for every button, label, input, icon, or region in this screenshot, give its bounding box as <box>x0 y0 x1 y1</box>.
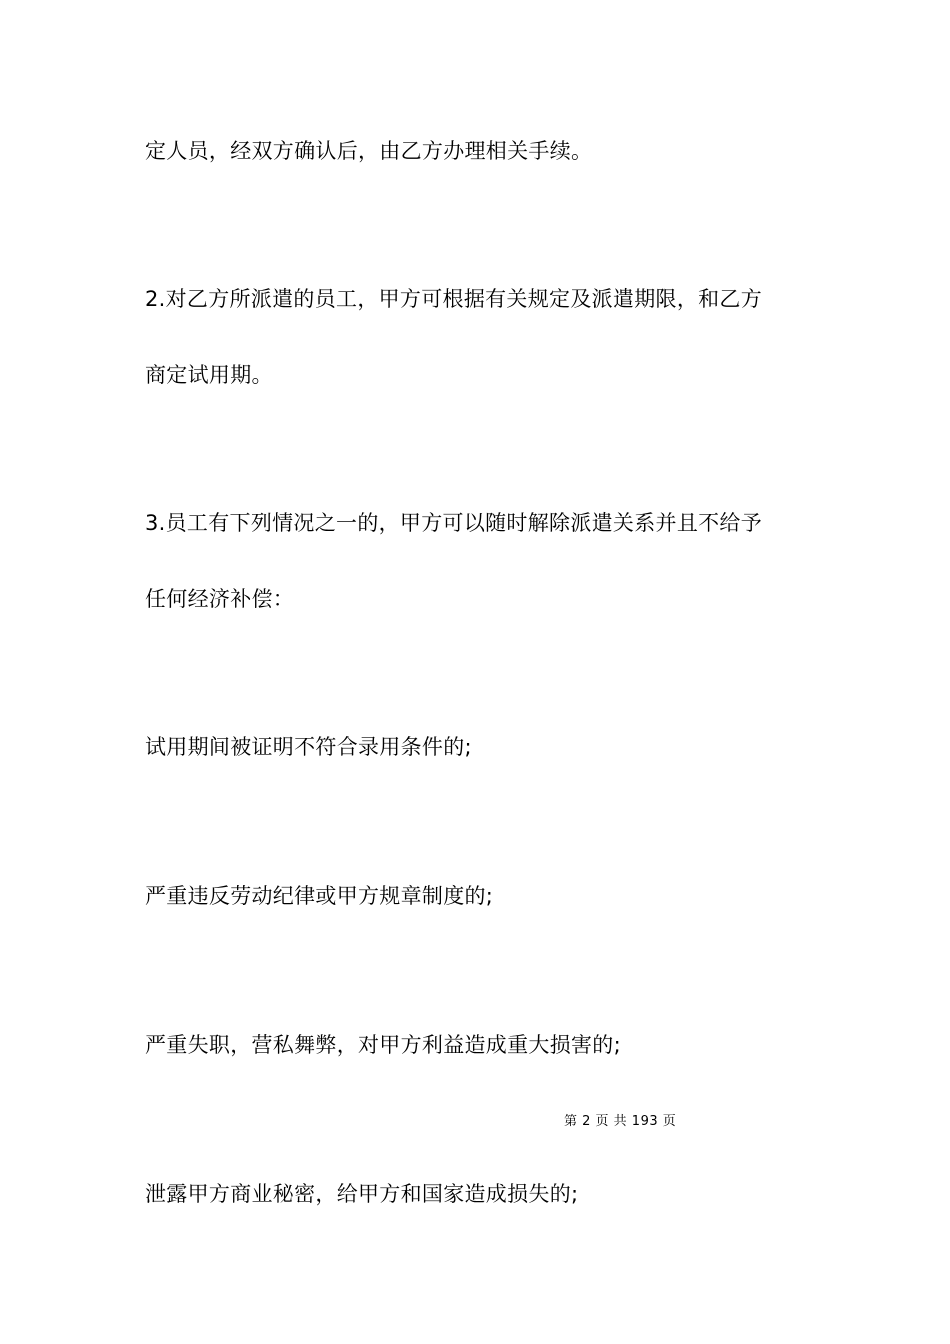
list-item: 严重违反劳动纪律或甲方规章制度的; <box>145 884 494 908</box>
paragraph-line: 商定试用期。 <box>145 363 273 387</box>
paragraph-line: 任何经济补偿： <box>145 587 295 611</box>
page-number-footer: 第 2 页 共 193 页 <box>564 1114 677 1129</box>
list-item: 严重失职，营私舞弊，对甲方利益造成重大损害的; <box>145 1033 621 1057</box>
paragraph-line: 定人员，经双方确认后，由乙方办理相关手续。 <box>145 139 593 163</box>
list-item: 泄露甲方商业秘密，给甲方和国家造成损失的; <box>145 1182 579 1206</box>
list-item: 试用期间被证明不符合录用条件的; <box>145 735 472 759</box>
paragraph-line: 2.对乙方所派遣的员工，甲方可根据有关规定及派遣期限，和乙方 <box>145 287 763 311</box>
paragraph-line: 3.员工有下列情况之一的，甲方可以随时解除派遣关系并且不给予 <box>145 511 763 535</box>
